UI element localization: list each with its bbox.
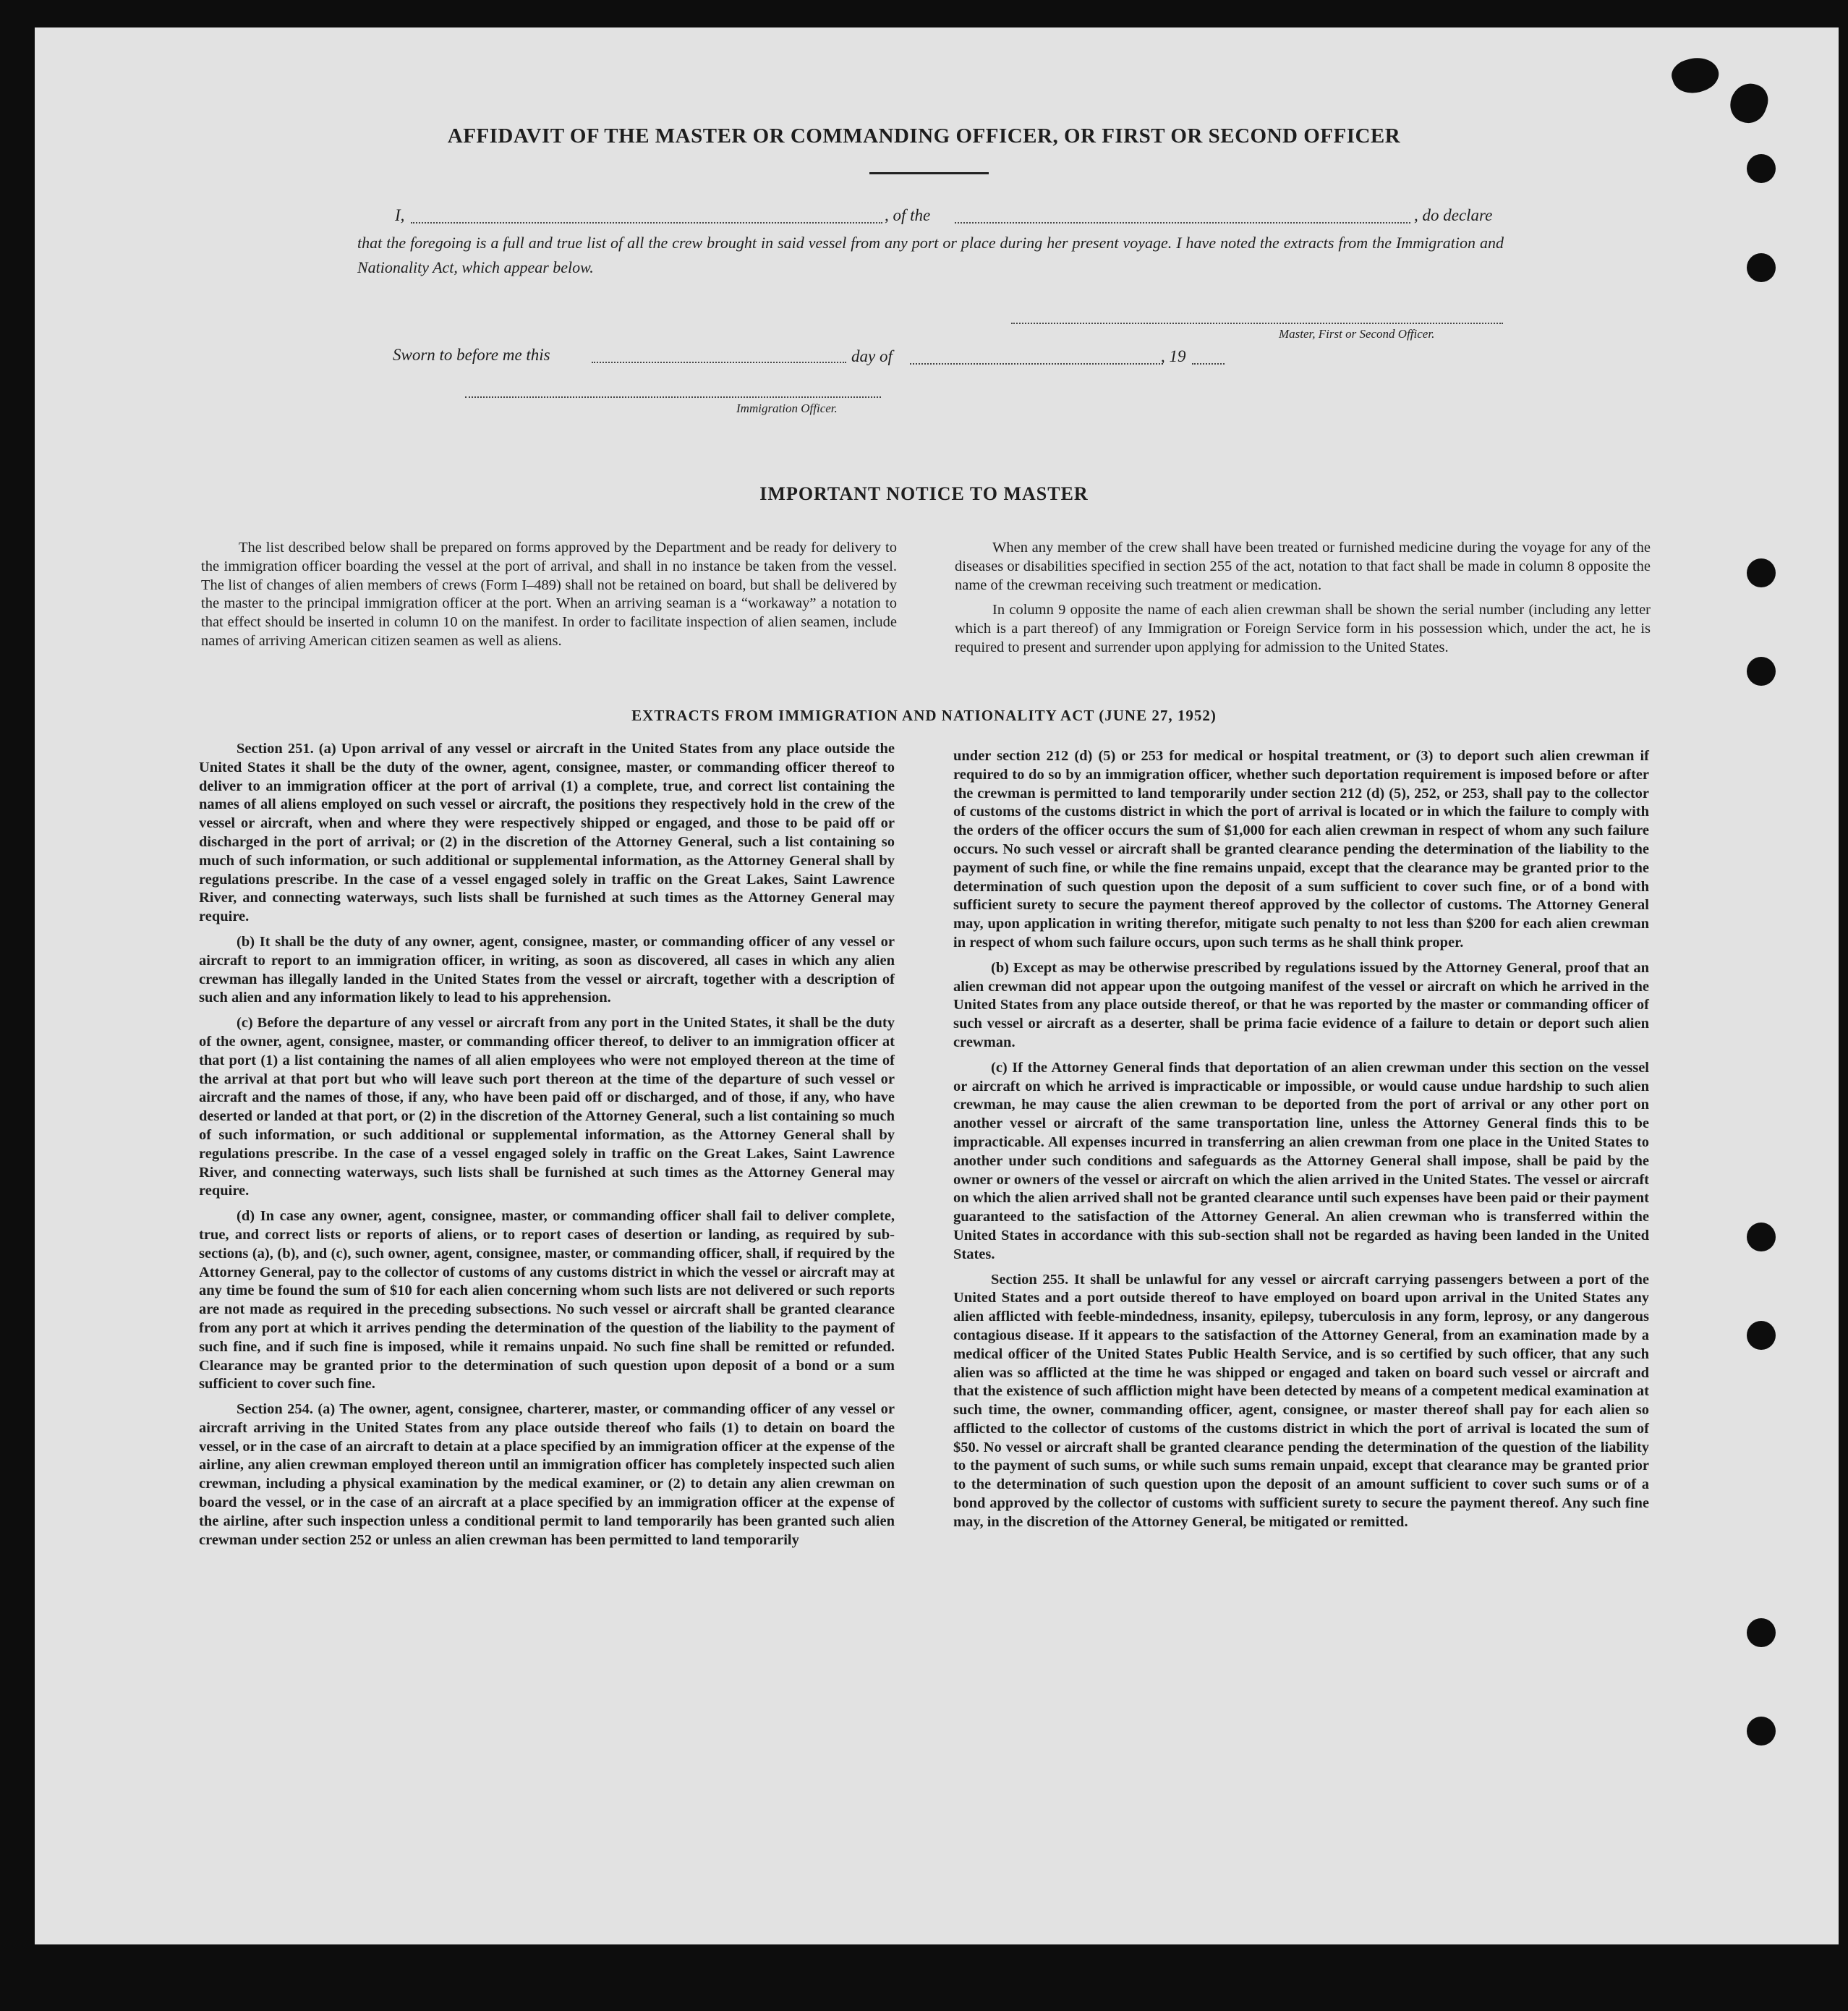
vessel-label: , of the — [885, 206, 931, 224]
punch-hole — [1747, 657, 1776, 686]
section-254-b: (b) Except as may be otherwise prescribed by regulations issued by the Attorney General, proof that an alien crewman did not appear upon the outgoing manifest of the vessel or aircraft on which he arrived in the United States from any place outside thereof, or that he was reported by the master or commanding officer of such vessel or aircraft as a deserter, shall be prima facie evidence of a failure to detain or deport such alien crewman. — [953, 959, 1649, 1050]
section-254-a-continued: under section 212 (d) (5) or 253 for medical or hospital treatment, or (3) to deport such alien crewman if required to do so by an immigration officer, whether such deportation requirement is imposed before or after the crewman is permitted to land temporarily under section 212 (d) (5), 252, or 253, shall pay to the collector of customs of the customs district in which the port of arrival is located or in which the failure to comply with the orders of the officer occurs the sum of $1,000 for each alien crewman in respect of whom any such failure occurs. No such vessel or aircraft shall be granted clearance pending the determination of the liability to the payment of such fine, or while the fine remains unpaid, except that the clearance may be granted prior to the determination of such question upon the deposit of a sum sufficient to cover such fine, or of a bond with sufficient surety to secure the payment thereof approved by the collector of customs. The Attorney General may, upon application in writing therefor, mitigate such penalty to not less than $200 for each alien crewman in respect of whom such failure occurs, upon such terms as he shall think proper. — [953, 748, 1649, 951]
punch-hole — [1747, 253, 1776, 282]
punch-hole — [1747, 558, 1776, 587]
section-251-d: (d) In case any owner, agent, consignee, master, or commanding officer shall fail to deliver complete, true, and correct lists or reports of aliens, or to report cases of desertion or landing, as required by sub-sections (a), (b), and (c), such owner, agent, consignee, master, or commanding officer, shall, if required by the Attorney General, pay to the collector of customs of any customs district in which the vessel or aircraft may at any time be found the sum of $10 for each alien concerning whom such lists are not delivered or such reports are not made as required in the preceding subsections. No such vessel or aircraft shall be granted clearance from any port at which it arrives pending the determination of the question of the liability to the payment of such fine, and if such fine is imposed, while it remains unpaid. No such fine shall be remitted or refunded. Clearance may be granted prior to the determination of such question upon deposit of a bond or a sum sufficient to cover such fine. — [199, 1208, 895, 1393]
section-254-c: (c) If the Attorney General finds that deportation of an alien crewman under this section on the vessel or aircraft on which he arrived is impracticable or impossible, or would cause undue hardship to such alien crewman, he may cause the alien crewman to be deported from the port of arrival or any other port on another vessel or aircraft of the same transportation line, unless the Attorney General finds this to be impracticable. All expenses incurred in transferring an alien crewman from one place in the United States to another under such conditions and safeguards as the Attorney General shall impose, shall be paid by the owner or owners of the vessel or aircraft on which the alien arrived in the United States. The vessel or aircraft on which the alien arrived shall not be granted clearance until such expenses have been paid or their payment guaranteed to the satisfaction of the Attorney General. An alien crewman who is transferred within the United States in accordance with this sub-section shall not be regarded as having been landed in the United States. — [953, 1059, 1649, 1262]
notice-paragraph: The list described below shall be prepared on forms approved by the Department and be ready for delivery to the immigration officer boarding the vessel at the port of arrival, and shall in no instance be taken from the vessel. The list of changes of alien members of crews (Form I–489) shall not be retained on board, but shall be delivered by the master to the principal immigration officer at the port. When an arriving seaman is a “workaway” a notation to that effect should be inserted in column 10 on the manifest. In order to facilitate inspection of alien seamen, include names of arriving American citizen seamen as well as aliens. — [201, 540, 897, 649]
punch-hole — [1747, 1618, 1776, 1647]
extracts-left-column — [199, 740, 895, 1556]
section-251-c: (c) Before the departure of any vessel or aircraft from any port in the United States, it shall be the duty of the owner, agent, consignee, master, or commanding officer thereof, to deliver to an immigration officer at that port (1) a list containing the names of all alien employees who were not employed thereon at the time of the arrival at that port but who will leave such port thereon at the time of the departure of such vessel or aircraft and the names of those, if any, who have been paid off or discharged, and of those, if any, who have deserted or landed at that port, or (2) in the discretion of the Attorney General, such a list containing so much of such information, or such additional or supplemental information, as the Attorney General shall by regulations prescribe. In the case of a vessel engaged solely in traffic on the Great Lakes, Saint Lawrence River, and connecting waterways, such lists shall be furnished at such times as the Attorney General may require. — [199, 1015, 895, 1199]
extracts-title: EXTRACTS FROM IMMIGRATION AND NATIONALITY ACT (JUNE 27, 1952) — [631, 707, 1217, 724]
officer-signature-field[interactable] — [465, 396, 881, 398]
officer-signature-caption: Immigration Officer. — [736, 401, 838, 415]
sworn-day-field[interactable] — [592, 362, 846, 363]
declarant-label: I, — [395, 206, 405, 224]
notice-paragraph: When any member of the crew shall have been treated or furnished medicine during the voyage for any of the diseases or disabilities specified in section 255 of the act, notation to that fact shall be made in column 8 opposite the name of the crewman receiving such treatment or medication. — [955, 540, 1651, 593]
master-signature-field[interactable] — [1011, 323, 1503, 324]
day-of-label: day of — [851, 347, 893, 365]
punch-hole — [1747, 154, 1776, 183]
title-underline — [869, 172, 989, 174]
declarant-name-field[interactable] — [411, 222, 882, 224]
punch-hole — [1747, 1717, 1776, 1746]
sworn-label: Sworn to before me this — [393, 346, 550, 364]
master-signature-caption: Master, First or Second Officer. — [1279, 327, 1435, 341]
section-251-a: Section 251. (a) Upon arrival of any vessel or aircraft in the United States from any place outside the United States it shall be the duty of the owner, agent, consignee, master, or commanding officer thereof to deliver to an immigration officer at the port of arrival (1) a complete, true, and correct list containing the names of all aliens employed on such vessel or aircraft, the positions they respectively hold in the crew of the vessel or aircraft, when and where they were respectively shipped or engaged, and those to be paid off or discharged in the port of arrival; or (2) in the discretion of the Attorney General, such a list containing so much of such information, or such additional or supplemental information, as the Attorney General shall by regulations prescribe. In the case of a vessel engaged solely in traffic on the Great Lakes, Saint Lawrence River, and connecting waterways, such lists shall be furnished at such times as the Attorney General may require. — [199, 741, 895, 925]
section-251-b: (b) It shall be the duty of any owner, agent, consignee, master, or commanding officer of any vessel or aircraft to report to an immigration officer, in writing, as soon as discovered, all cases in which any alien crewman has illegally landed in the United States from the vessel or aircraft, together with a description of such alien and any information likely to lead to his apprehension. — [199, 933, 895, 1006]
notice-right-column — [955, 539, 1651, 664]
section-255: Section 255. It shall be unlawful for any vessel or aircraft carrying passengers between a port of the United States and a port outside thereof to have employed on board upon arrival in the United States any alien afflicted with feeble-mindedness, insanity, epilepsy, tuberculosis in any form, leprosy, or any dangerous contagious disease. If it appears to the satisfaction of the Attorney General, from an examination made by a medical officer of the United States Public Health Service, and is so certified by such officer, that any such alien was so afflicted at the time he was shipped or engaged and taken on board such vessel or aircraft and that the existence of such affliction might have been detected by means of a competent medical examination at such time, the owner, commanding officer, agent, consignee, or master thereof shall pay for each alien so afflicted to the collector of customs of the customs district in which the port of arrival is located the sum of $50. No vessel or aircraft shall be granted clearance pending the determination of the question of the liability to the payment of such sums, or while such sums remain unpaid, except that clearance may be granted prior to the determination of such question upon the deposit of an amount sufficient to cover such sums or of a bond approved by the collector of customs with sufficient surety to secure the payment thereof. Any such fine may, in the discretion of the Attorney General, be mitigated or remitted. — [953, 1271, 1649, 1530]
sworn-month-field[interactable] — [910, 363, 1163, 365]
sworn-year-field[interactable] — [1192, 363, 1225, 365]
punch-hole — [1747, 1223, 1776, 1251]
year-label: , 19 — [1161, 347, 1186, 365]
notice-title: IMPORTANT NOTICE TO MASTER — [759, 483, 1089, 504]
section-254-a: Section 254. (a) The owner, agent, consignee, charterer, master, or commanding officer of any vessel or aircraft arriving in the United States from any place outside thereof who fails (1) to detain on board the vessel, or in the case of an aircraft to detain at a place specified by an immigration officer at the expense of the airline, any alien crewman employed thereon until an immigration officer has completely inspected such alien crewman, including a physical examination by the medical examiner, or (2) to detain any alien crewman on board the vessel, or in the case of an aircraft at a place specified by an immigration officer at the expense of the airline, after such inspection unless a conditional permit to land temporarily has been granted such alien crewman under section 252 or unless an alien crewman has been permitted to land temporarily — [199, 1401, 895, 1548]
notice-paragraph: In column 9 opposite the name of each alien crewman shall be shown the serial number (including any letter which is a part thereof) of any Immigration or Foreign Service form in his possession which, under the act, he is required to present and surrender upon applying for admission to the United States. — [955, 602, 1651, 655]
punch-hole — [1747, 1321, 1776, 1350]
declaration-text: that the foregoing is a full and true list of all the crew brought in said vessel from any port or place during her present voyage. I have noted the extracts from the Immigration and Nationality Act, which appear below. — [357, 234, 1504, 276]
vessel-name-field[interactable] — [955, 222, 1410, 224]
extracts-right-column — [953, 747, 1649, 1539]
affidavit-title: AFFIDAVIT OF THE MASTER OR COMMANDING OFFICER, OR FIRST OR SECOND OFFICER — [447, 124, 1401, 148]
notice-left-column — [201, 539, 897, 658]
declare-label: , do declare — [1414, 206, 1493, 224]
